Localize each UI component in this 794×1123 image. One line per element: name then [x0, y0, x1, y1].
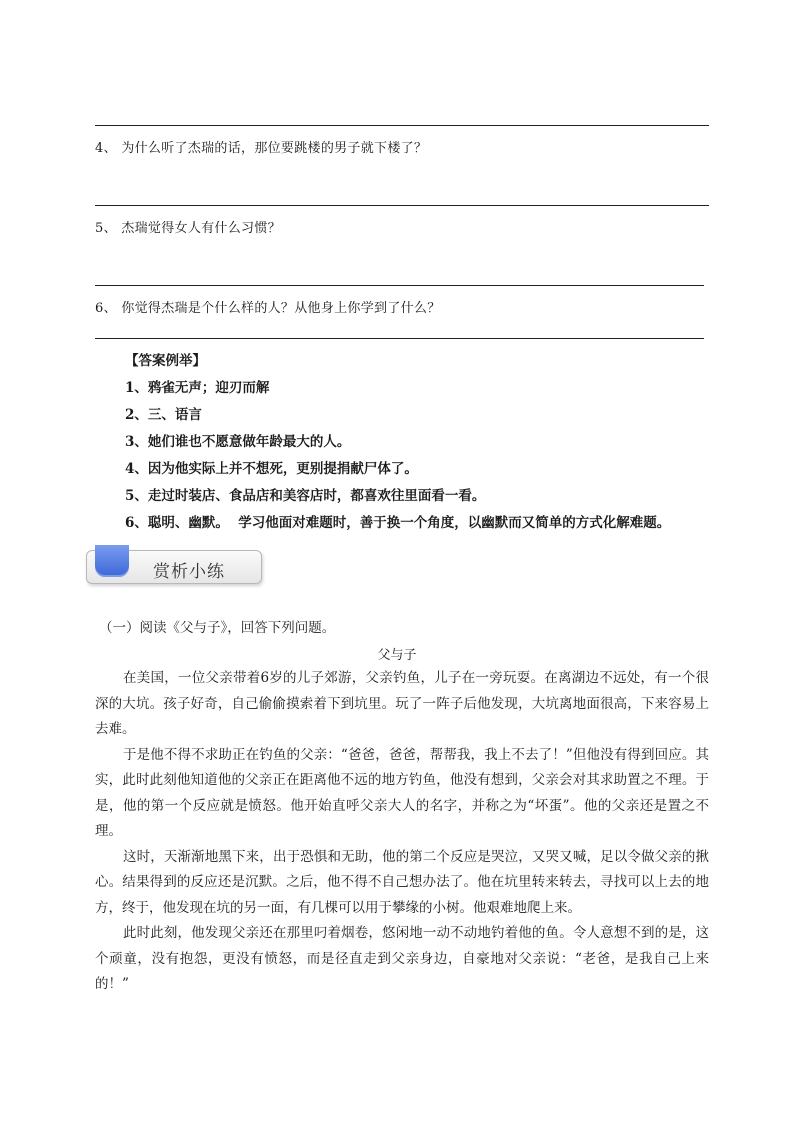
section-banner — [86, 550, 262, 584]
story-paragraph: 在美国，一位父亲带着6岁的儿子郊游，父亲钓鱼，儿子在一旁玩耍。在离湖边不远处，有一个很深的大坑。孩子好奇，自己偷偷摸索着下到坑里。玩了一阵子后他发现，大坑离地面很高，下来容易上去难。 — [95, 670, 709, 737]
question-text: 你觉得杰瑞是个什么样的人？从他身上你学到了什么？ — [121, 301, 441, 316]
question-number: 4、 — [95, 141, 117, 156]
story-body — [95, 666, 709, 998]
question-number: 6、 — [95, 301, 117, 316]
question-4 — [95, 137, 427, 156]
answer-line — [95, 338, 704, 339]
answer-item: 1、鸦雀无声；迎刃而解 — [125, 380, 270, 396]
answer-item: 2、三、语言 — [125, 407, 202, 423]
question-6 — [95, 297, 441, 316]
bookmark-tab-icon — [95, 545, 129, 577]
answer-line — [95, 205, 709, 206]
question-5 — [95, 217, 281, 236]
answer-item: 3、她们谁也不愿意做年龄最大的人。 — [125, 434, 351, 450]
question-text: 杰瑞觉得女人有什么习惯？ — [121, 221, 281, 236]
answer-line — [95, 125, 709, 126]
story-paragraph: 此时此刻，他发现父亲还在那里叼着烟卷，悠闲地一动不动地钓着他的鱼。令人意想不到的是，这个顽童，没有抱怨，更没有愤怒，而是径直走到父亲身边，自豪地对父亲说：“老爸，是我自己上来的！” — [95, 925, 709, 992]
reading-heading: （一）阅读《父与子》，回答下列问题。 — [99, 620, 336, 636]
question-text: 为什么听了杰瑞的话，那位要跳楼的男子就下楼了？ — [121, 141, 428, 156]
section-banner-label: 赏析小练 — [153, 562, 225, 582]
story-paragraph: 于是他不得不求助正在钓鱼的父亲：“爸爸，爸爸，帮帮我，我上不去了！”但他没有得到回应。其实，此时此刻他知道他的父亲正在距离他不远的地方钓鱼，他没有想到，父亲会对其求助置之不理。于是，他的第一个反应就是愤怒。他开始直呼父亲大人的名字，并称之为“坏蛋”。他的父亲还是置之不理。 — [95, 746, 709, 839]
answer-item: 4、因为他实际上并不想死，更别提捐献尸体了。 — [125, 461, 418, 477]
answers-title: 【答案例举】 — [125, 353, 206, 369]
answer-line — [95, 285, 704, 286]
answer-item: 6、聪明、幽默。 学习他面对难题时，善于换一个角度，以幽默而又简单的方式化解难题。 — [125, 515, 671, 531]
story-paragraph: 这时，天渐渐地黑下来，出于恐惧和无助，他的第二个反应是哭泣，又哭又喊，足以令做父亲的揪心。结果得到的反应还是沉默。之后，他不得不自己想办法了。他在坑里转来转去，寻找可以上去的地方，终于，他发现在坑的另一面，有几棵可以用于攀缘的小树。他艰难地爬上来。 — [95, 848, 709, 916]
question-number: 5、 — [95, 221, 117, 236]
story-title: 父与子 — [377, 648, 417, 663]
answer-item: 5、走过时装店、食品店和美容店时，都喜欢往里面看一看。 — [125, 488, 486, 504]
